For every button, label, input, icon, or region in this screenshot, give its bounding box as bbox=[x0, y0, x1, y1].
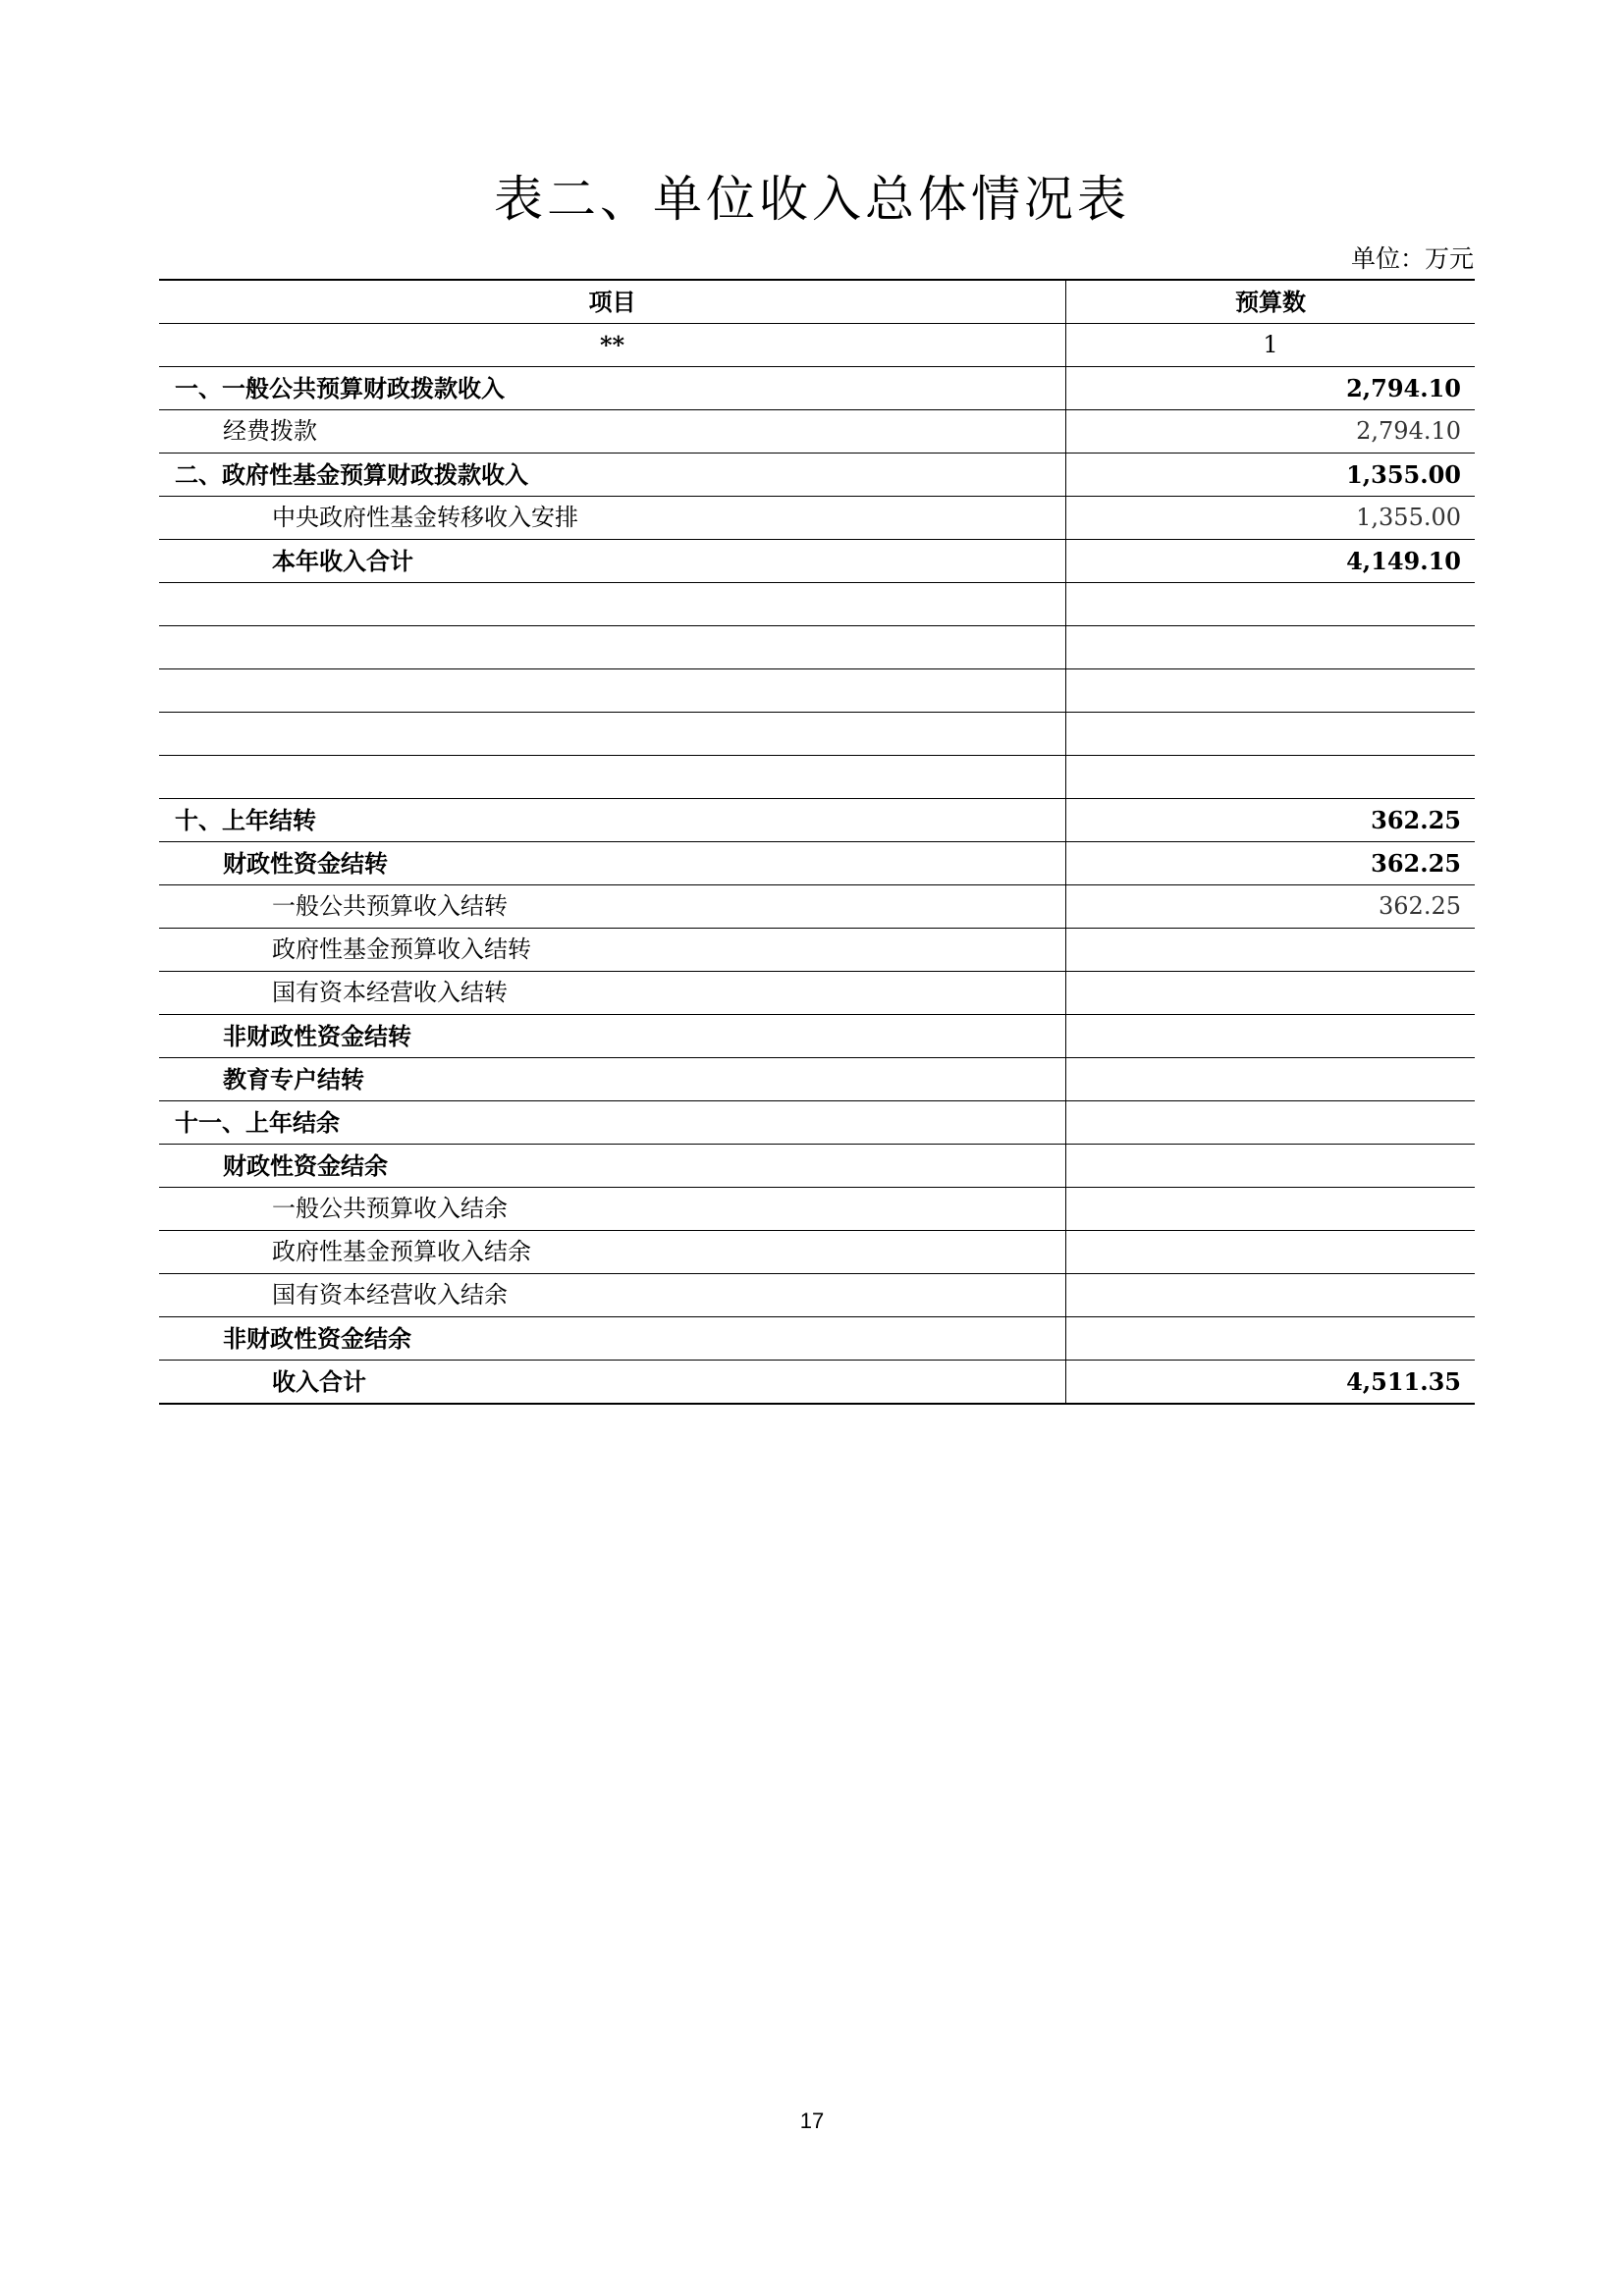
row-amount bbox=[1066, 583, 1476, 626]
row-item: 财政性资金结余 bbox=[159, 1145, 1066, 1188]
table-row bbox=[159, 367, 1475, 410]
table-row bbox=[159, 454, 1475, 497]
row-item bbox=[159, 713, 1066, 756]
page-title: 表二、单位收入总体情况表 bbox=[494, 171, 1130, 228]
row-amount: 362.25 bbox=[1066, 799, 1476, 842]
page-number: 17 bbox=[799, 2109, 825, 2133]
table-row bbox=[159, 799, 1475, 842]
row-item: 十、上年结转 bbox=[159, 799, 1066, 842]
row-item bbox=[159, 583, 1066, 626]
table-row bbox=[159, 972, 1475, 1015]
row-amount bbox=[1066, 626, 1476, 669]
table-row bbox=[159, 410, 1475, 454]
row-amount: 4,511.35 bbox=[1066, 1361, 1476, 1405]
row-item bbox=[159, 626, 1066, 669]
table-row bbox=[159, 929, 1475, 972]
table-header-row bbox=[159, 280, 1475, 324]
row-amount: 362.25 bbox=[1066, 842, 1476, 885]
table-row bbox=[159, 626, 1475, 669]
row-amount bbox=[1066, 1058, 1476, 1101]
row-item: 政府性基金预算收入结转 bbox=[159, 929, 1066, 972]
table-row bbox=[159, 669, 1475, 713]
row-item: 国有资本经营收入结余 bbox=[159, 1274, 1066, 1317]
row-amount bbox=[1066, 1145, 1476, 1188]
row-item: 本年收入合计 bbox=[159, 540, 1066, 583]
header-item: 项目 bbox=[159, 280, 1066, 324]
index-item: ** bbox=[159, 324, 1066, 367]
row-item: 国有资本经营收入结转 bbox=[159, 972, 1066, 1015]
unit-label: 单位：万元 bbox=[1350, 244, 1474, 273]
row-item: 非财政性资金结余 bbox=[159, 1317, 1066, 1361]
table-row bbox=[159, 1274, 1475, 1317]
table-row bbox=[159, 885, 1475, 929]
row-amount bbox=[1066, 1317, 1476, 1361]
row-item: 一、一般公共预算财政拨款收入 bbox=[159, 367, 1066, 410]
table-row bbox=[159, 583, 1475, 626]
row-amount bbox=[1066, 669, 1476, 713]
table-row bbox=[159, 1231, 1475, 1274]
row-amount: 1,355.00 bbox=[1066, 497, 1476, 540]
row-amount bbox=[1066, 929, 1476, 972]
table-row bbox=[159, 497, 1475, 540]
table-row bbox=[159, 842, 1475, 885]
table-row bbox=[159, 1317, 1475, 1361]
row-item: 十一、上年结余 bbox=[159, 1101, 1066, 1145]
row-item: 非财政性资金结转 bbox=[159, 1015, 1066, 1058]
row-item: 教育专户结转 bbox=[159, 1058, 1066, 1101]
row-item: 财政性资金结转 bbox=[159, 842, 1066, 885]
row-amount bbox=[1066, 972, 1476, 1015]
row-amount bbox=[1066, 1231, 1476, 1274]
table-index-row bbox=[159, 324, 1475, 367]
row-item: 二、政府性基金预算财政拨款收入 bbox=[159, 454, 1066, 497]
table-row bbox=[159, 1361, 1475, 1405]
table-row bbox=[159, 1188, 1475, 1231]
row-amount bbox=[1066, 1015, 1476, 1058]
row-amount: 362.25 bbox=[1066, 885, 1476, 929]
index-amount: 1 bbox=[1066, 324, 1476, 367]
row-item bbox=[159, 669, 1066, 713]
row-item: 收入合计 bbox=[159, 1361, 1066, 1405]
table-row bbox=[159, 756, 1475, 799]
row-item: 经费拨款 bbox=[159, 410, 1066, 454]
row-amount bbox=[1066, 1188, 1476, 1231]
row-item bbox=[159, 756, 1066, 799]
row-amount: 2,794.10 bbox=[1066, 410, 1476, 454]
table-row bbox=[159, 540, 1475, 583]
row-item: 政府性基金预算收入结余 bbox=[159, 1231, 1066, 1274]
row-amount: 1,355.00 bbox=[1066, 454, 1476, 497]
income-table bbox=[159, 279, 1475, 1405]
row-amount: 4,149.10 bbox=[1066, 540, 1476, 583]
table-row bbox=[159, 1101, 1475, 1145]
table-row bbox=[159, 1145, 1475, 1188]
row-amount: 2,794.10 bbox=[1066, 367, 1476, 410]
header-amount: 预算数 bbox=[1066, 280, 1476, 324]
row-item: 中央政府性基金转移收入安排 bbox=[159, 497, 1066, 540]
row-item: 一般公共预算收入结转 bbox=[159, 885, 1066, 929]
table-row bbox=[159, 713, 1475, 756]
row-amount bbox=[1066, 756, 1476, 799]
row-amount bbox=[1066, 1101, 1476, 1145]
table-row bbox=[159, 1058, 1475, 1101]
table-row bbox=[159, 1015, 1475, 1058]
row-item: 一般公共预算收入结余 bbox=[159, 1188, 1066, 1231]
row-amount bbox=[1066, 713, 1476, 756]
row-amount bbox=[1066, 1274, 1476, 1317]
